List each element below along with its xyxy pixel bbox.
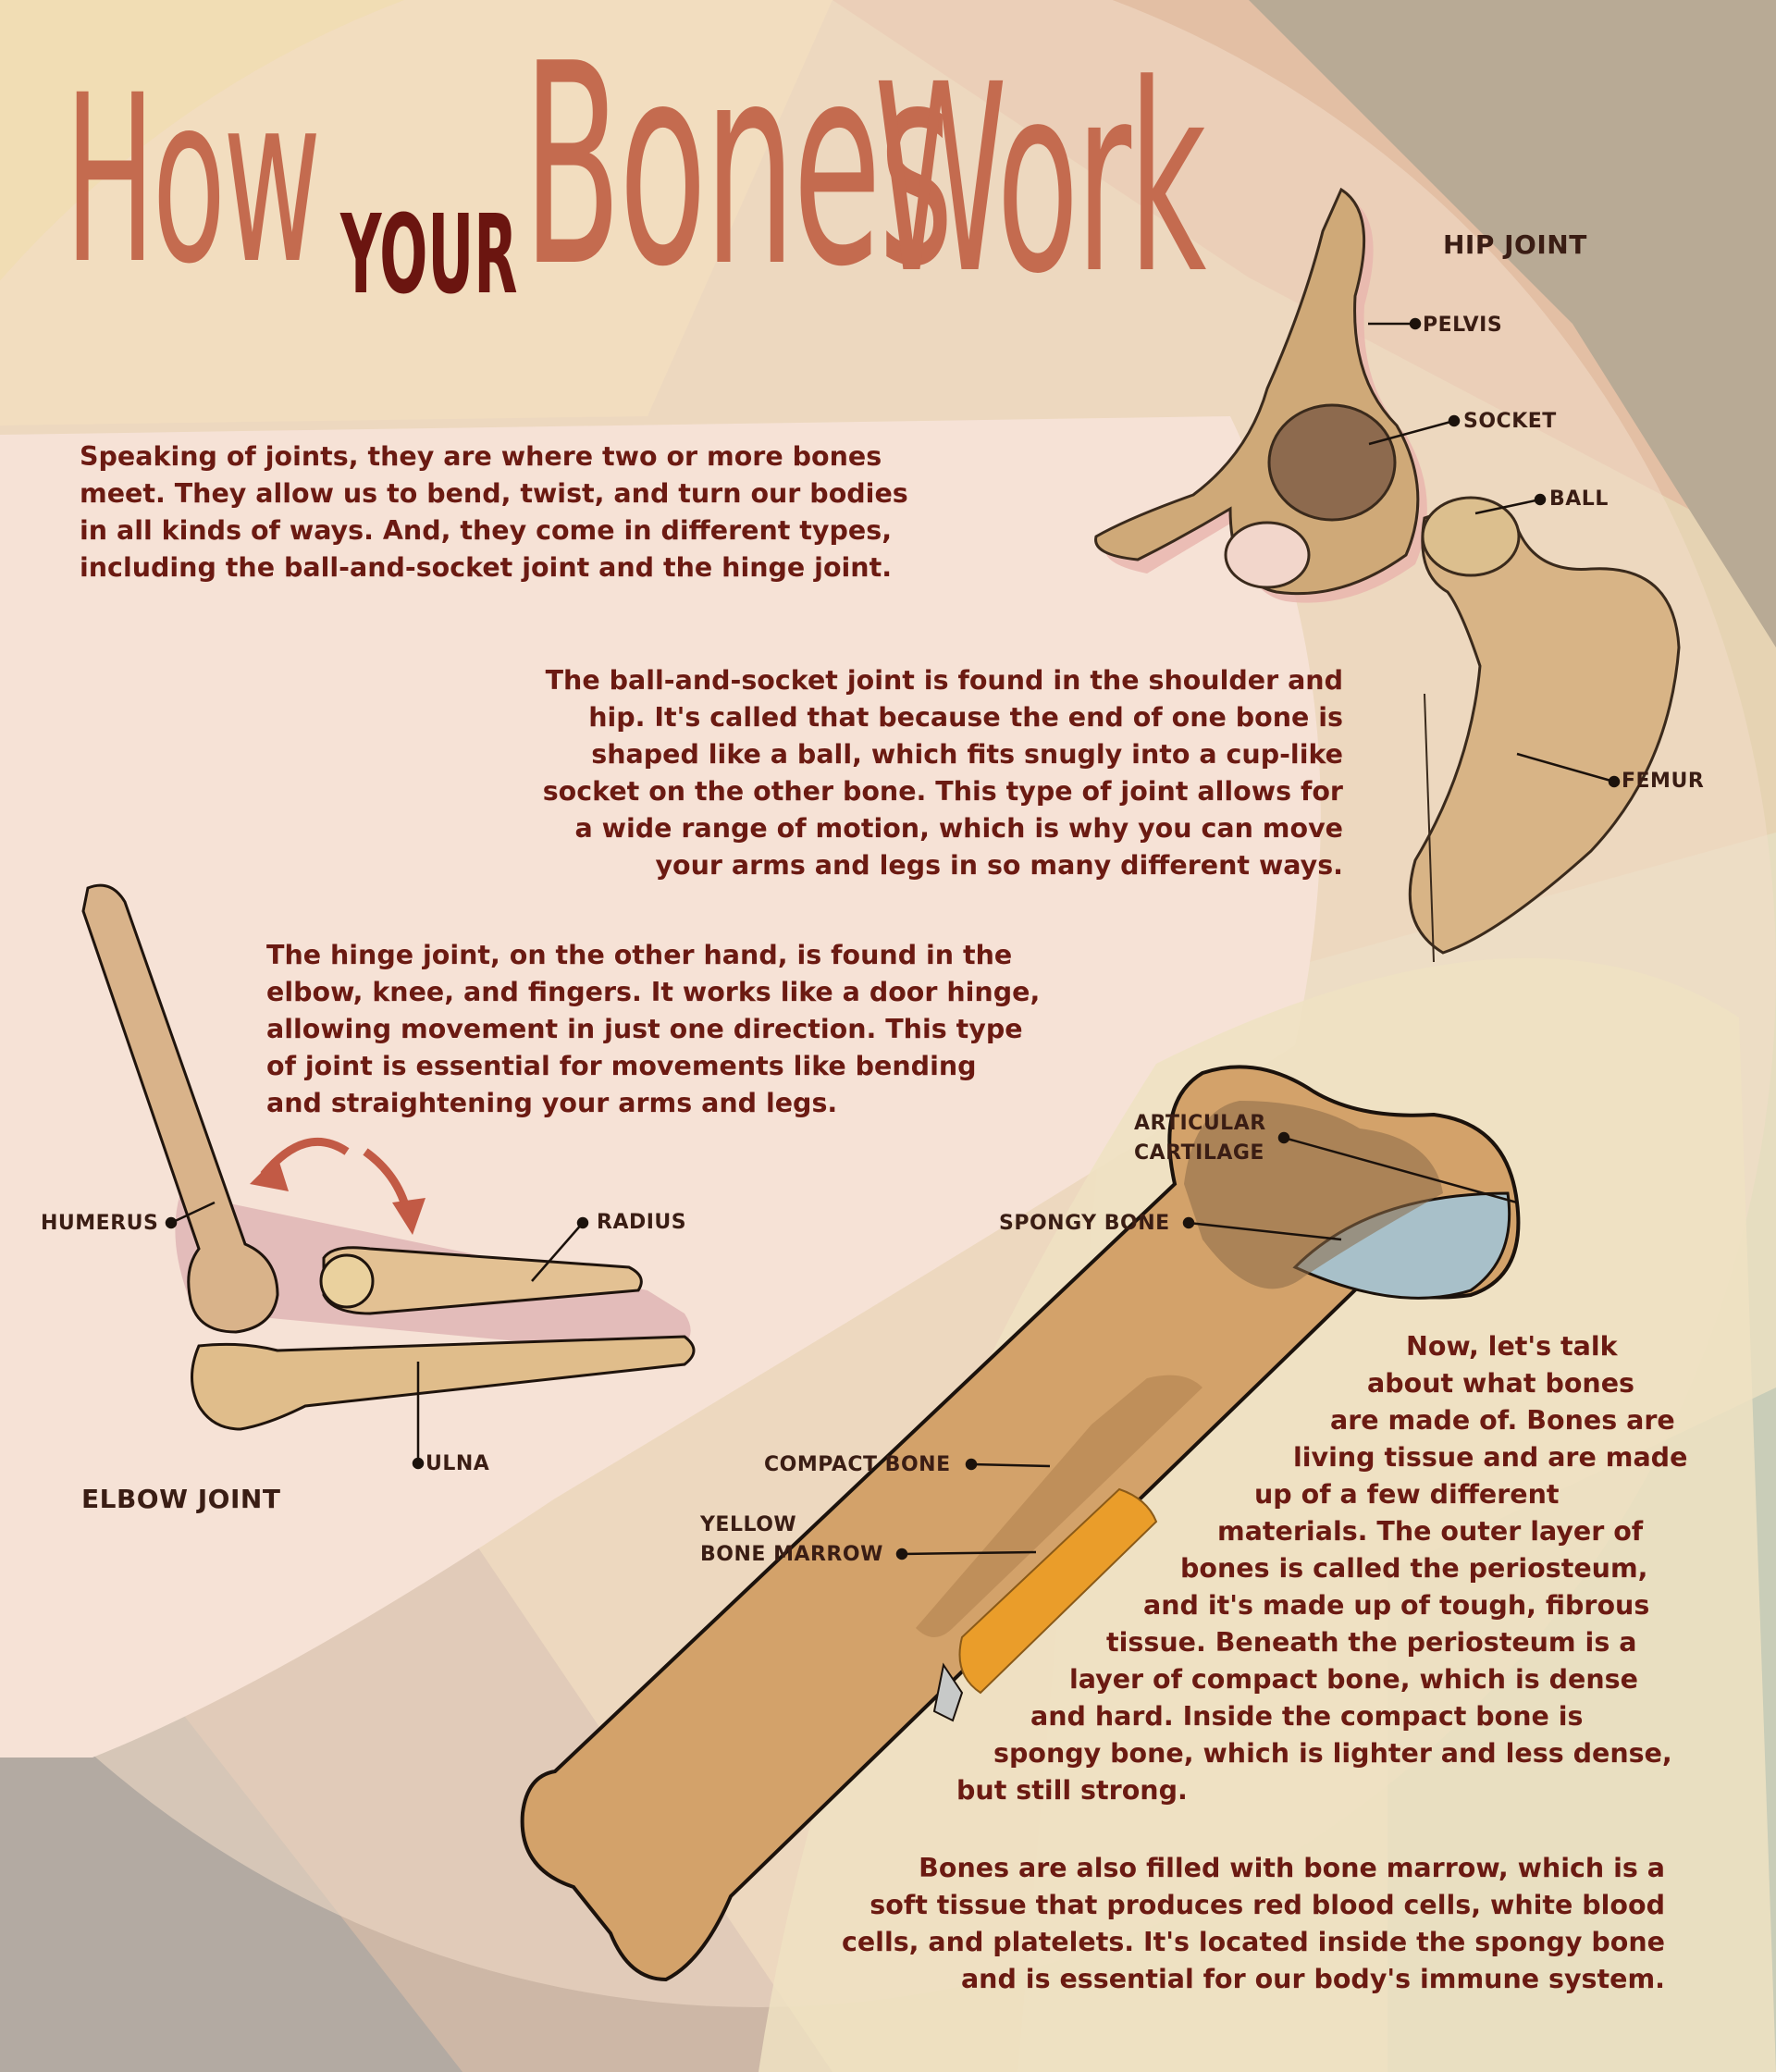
hinge-line: The hinge joint, on the other hand, is found in the xyxy=(266,940,1013,970)
title-work: Work xyxy=(874,30,1204,331)
intro-line: including the ball-and-socket joint and the hinge joint. xyxy=(80,552,893,583)
ball-label: BALL xyxy=(1549,487,1609,511)
spongy-bone-label: SPONGY BONE xyxy=(999,1212,1170,1235)
pelvis-label: PELVIS xyxy=(1423,314,1503,337)
marrow-line: and is essential for our body's immune system. xyxy=(960,1964,1665,1994)
hinge-line: of joint is essential for movements like bending xyxy=(266,1051,977,1081)
hinge-line: elbow, knee, and fingers. It works like a door hinge, xyxy=(266,977,1041,1007)
marrow-line: cells, and platelets. It's located inside the spongy bone xyxy=(841,1927,1665,1957)
intro-line: Speaking of joints, they are where two or more bones xyxy=(80,441,882,472)
humerus-label: HUMERUS xyxy=(41,1212,159,1235)
articular-cartilage-label-line2: CARTILAGE xyxy=(1134,1141,1264,1165)
title-how: How xyxy=(65,45,319,314)
hinge-line: and straightening your arms and legs. xyxy=(266,1088,838,1118)
radius-label: RADIUS xyxy=(597,1211,687,1234)
made-of-line: bones is called the periosteum, xyxy=(1180,1553,1648,1584)
ball-socket-line: The ball-and-socket joint is found in the shoulder and xyxy=(545,665,1343,696)
made-of-line: and it's made up of tough, fibrous xyxy=(1143,1590,1650,1621)
marrow-line: soft tissue that produces red blood cells, white blood xyxy=(870,1890,1665,1920)
hinge-paragraph xyxy=(266,937,1040,1122)
made-of-line: tissue. Beneath the periosteum is a xyxy=(1106,1627,1637,1658)
intro-line: in all kinds of ways. And, they come in different types, xyxy=(80,515,893,546)
hinge-line: allowing movement in just one direction. This type xyxy=(266,1014,1023,1044)
made-of-line: about what bones xyxy=(1367,1368,1635,1399)
socket-label: SOCKET xyxy=(1463,410,1557,433)
ulna-label: ULNA xyxy=(426,1452,490,1475)
made-of-line: and hard. Inside the compact bone is xyxy=(1030,1701,1584,1732)
hip-joint-heading: HIP JOINT xyxy=(1443,229,1587,260)
made-of-line: are made of. Bones are xyxy=(1330,1405,1675,1436)
made-of-line: spongy bone, which is lighter and less dense, xyxy=(993,1738,1672,1769)
made-of-paragraph: Now, let's talk about what bones are made of. Bones are living tissue and are made up of a few different materials. The outer layer of bones is called the periosteum, and it's made up of tough, fibrous tissue. Beneath the periosteum is a layer of compact bone, which is dense and hard. Inside the compact bone is spongy bone, which is lighter and less dense, but still strong. xyxy=(0,1328,1776,1828)
ball-socket-line: shaped like a ball, which fits snugly into a cup-like xyxy=(591,739,1343,770)
ball-socket-line: hip. It's called that because the end of one bone is xyxy=(588,702,1343,733)
femur-label: FEMUR xyxy=(1622,770,1705,793)
ball-socket-paragraph xyxy=(543,662,1343,884)
ball-socket-line: your arms and legs in so many different ways. xyxy=(655,850,1343,881)
made-of-line: layer of compact bone, which is dense xyxy=(1069,1664,1638,1695)
marrow-paragraph xyxy=(842,1850,1665,1998)
yellow-bone-marrow-label-line1: YELLOW xyxy=(700,1513,797,1536)
made-of-line: but still strong. xyxy=(956,1775,1188,1806)
made-of-line: up of a few different xyxy=(1254,1479,1560,1510)
intro-paragraph xyxy=(80,438,908,586)
elbow-joint-heading: ELBOW JOINT xyxy=(81,1484,281,1514)
yellow-bone-marrow-label-line2: BONE MARROW xyxy=(700,1543,883,1566)
marrow-line: Bones are also filled with bone marrow, which is a xyxy=(919,1853,1665,1883)
title-your: YOUR xyxy=(340,191,518,318)
ball-socket-line: a wide range of motion, which is why you can move xyxy=(574,813,1343,844)
intro-line: meet. They allow us to bend, twist, and turn our bodies xyxy=(80,478,908,509)
made-of-line: materials. The outer layer of xyxy=(1217,1516,1644,1547)
ball-socket-line: socket on the other bone. This type of joint allows for xyxy=(542,776,1343,807)
title-bones: Bones xyxy=(523,5,951,327)
made-of-line: living tissue and are made xyxy=(1293,1442,1688,1473)
articular-cartilage-label-line1: ARTICULAR xyxy=(1134,1112,1266,1135)
compact-bone-label: COMPACT BONE xyxy=(764,1453,951,1476)
